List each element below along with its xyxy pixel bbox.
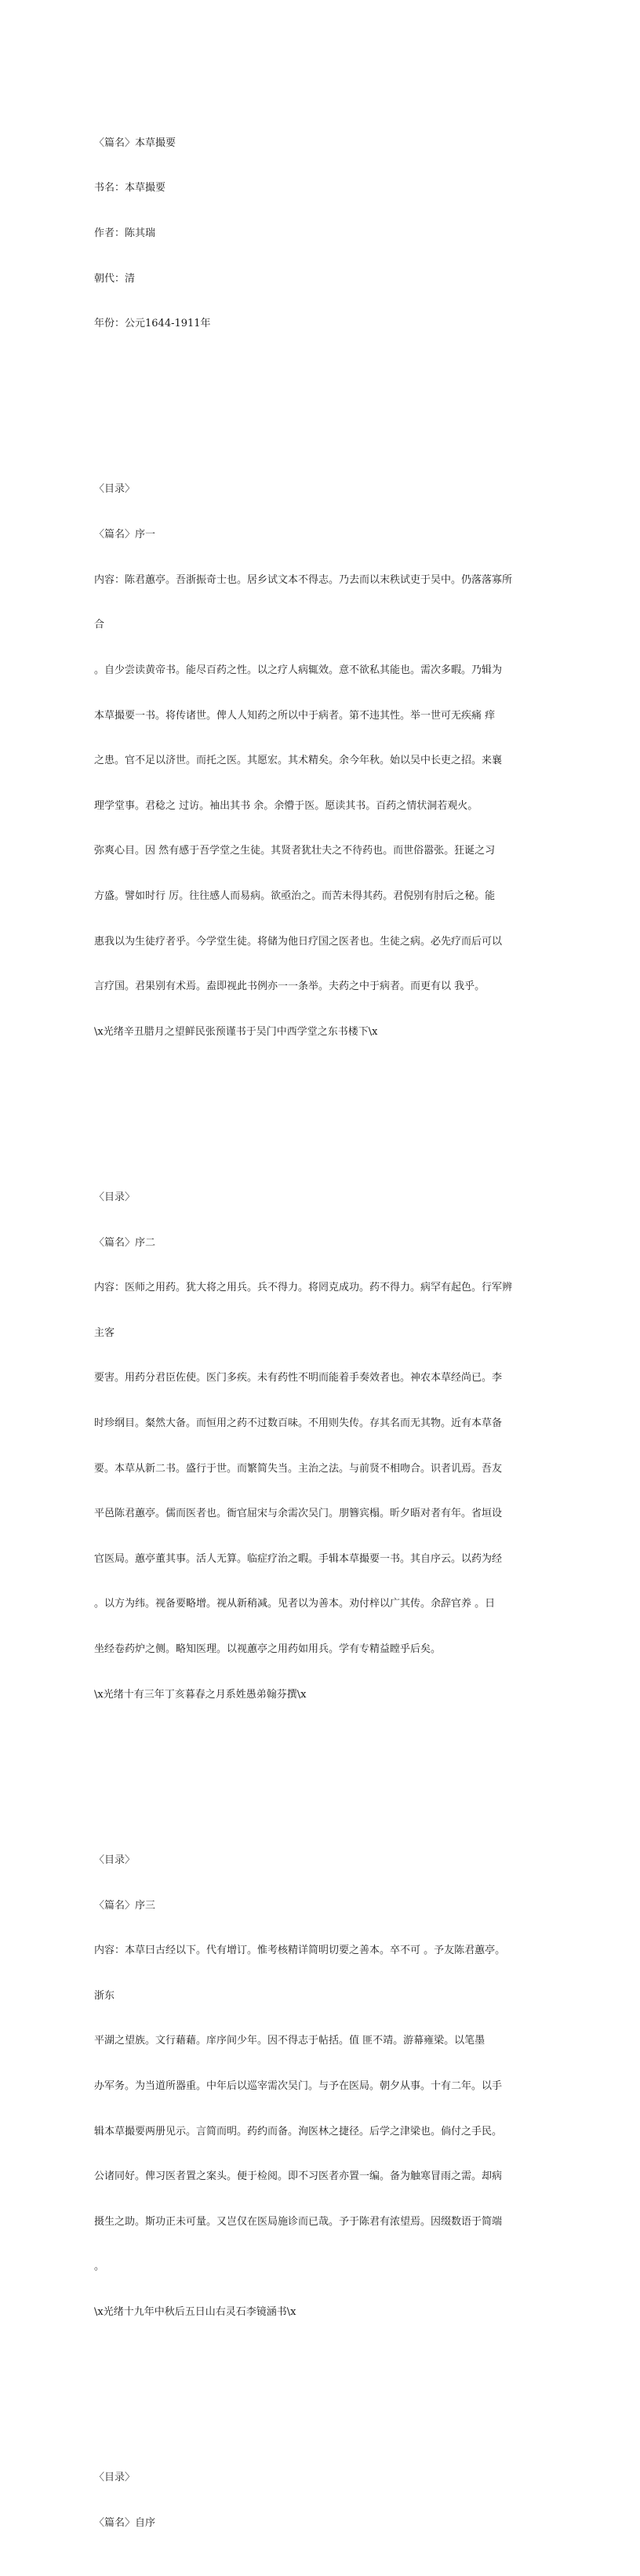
text-line: 理学堂事。君稔之 过访。袖出其书 余。余懵于医。愿读其书。百药之情状洞若观火。	[94, 799, 478, 812]
text-line: 主客	[94, 1326, 115, 1339]
text-line: 办军务。为当道所器重。中年后以巡宰需次吴门。与予在医局。朝夕从事。十有二年。以手	[94, 2079, 503, 2092]
text-line: 〈目录〉	[94, 1854, 136, 1866]
section-preface-1	[94, 452, 541, 1069]
text-line: 年份：公元1644-1911年	[94, 318, 211, 330]
section-preface-2	[94, 1160, 541, 1733]
spacer	[94, 391, 541, 406]
text-line: 。以方为纬。视备要略增。视从新稍减。见者以为善本。劝付梓以广其传。余辞官养 。日	[94, 1598, 496, 1610]
text-line: \x光绪十有三年丁亥暮春之月系姓愚弟翰芬撰\x	[94, 1688, 307, 1701]
text-line: 弥爽心目。因 然有感于吾学堂之生徒。其贤者犹壮夫之不待药也。而世俗嚣张。狂诞之习	[94, 845, 496, 857]
text-line: 〈篇名〉序二	[94, 1236, 156, 1249]
text-line: 〈目录〉	[94, 1192, 136, 1203]
text-line: 摄生之助。斯功正未可量。又岂仅在医局施诊而已哉。予于陈君有浓望焉。因缀数语于简端	[94, 2215, 503, 2228]
text-line: 言疗国。君果别有术焉。盍即视此书例亦一一条举。夫药之中于病者。而更有以 我乎。	[94, 981, 485, 993]
spacer	[94, 2380, 541, 2395]
text-line: 官医局。蕙亭董其事。活人无算。临症疗治之暇。手辑本草撮要一书。其自序云。以药为经	[94, 1552, 503, 1565]
section-author-preface	[94, 2440, 541, 2561]
text-line: 辑本草撮要两册见示。言简而明。药约而备。洵医林之捷径。后学之津梁也。倘付之手民。	[94, 2125, 503, 2138]
text-line: 坐经卷药炉之侧。略知医理。以视蕙亭之用药如用兵。学有专精益瞠乎后矣。	[94, 1643, 442, 1656]
text-line: 内容：陈君蕙亭。吾浙振奇士也。居乡试文本不得志。乃去而以末秩试吏于吴中。仍落落寡所	[94, 573, 513, 586]
text-line: 方盛。譬如时行 厉。往往感人而易病。欲亟治之。而苦未得其药。君倪别有肘后之秘。能	[94, 890, 496, 902]
text-line: 。自少尝读黄帝书。能尽百药之性。以之疗人病辄效。意不欲私其能也。需次多暇。乃辑为	[94, 664, 503, 676]
text-line: 书名：本草撮要	[94, 182, 166, 195]
spacer	[94, 1100, 541, 1115]
text-line: 〈篇名〉序三	[94, 1899, 156, 1912]
text-line: 。	[94, 2261, 105, 2273]
section-preface-3	[94, 1823, 541, 2350]
text-line: 本草撮要一书。将传诸世。俾人人知药之所以中于病者。第不违其性。举一世可无疾痛 痒	[94, 709, 496, 722]
text-line: \x光绪辛丑腊月之望鲜民张预谨书于吴门中西学堂之东书楼下\x	[94, 1025, 378, 1038]
text-line: 浙东	[94, 1989, 115, 2002]
text-line: 要。本草从新二书。盛行于世。而繁简失当。主治之法。与前贤不相吻合。识者讥焉。吾友	[94, 1462, 503, 1475]
spacer	[94, 1763, 541, 1777]
text-line: 之患。官不足以济世。而托之医。其愿宏。其术精矣。余今年秋。始以吴中长吏之招。来襄	[94, 755, 503, 767]
text-line: 公诸同好。俾习医者置之案头。便于检阅。即不习医者亦置一编。备为触寒冒雨之需。却病	[94, 2170, 503, 2183]
text-line: 平邑陈君蕙亭。儒而医者也。衙官屈宋与余需次吴门。朋簪宾榻。昕夕晤对者有年。省垣设	[94, 1508, 503, 1520]
text-line: 要害。用药分君臣佐使。医门多疾。未有药性不明而能着手奏效者也。神农本草经尚已。李	[94, 1372, 503, 1384]
text-line: 〈篇名〉序一	[94, 529, 156, 541]
header-block	[94, 105, 541, 361]
document-page	[94, 75, 541, 2576]
text-line: 惠我以为生徒疗者乎。今学堂生徒。将储为他日疗国之医者也。生徒之病。必先疗而后可以	[94, 935, 503, 948]
text-line: 内容：本草曰古经以下。代有增订。惟考核精详简明切要之善本。卒不可 。予友陈君蕙亭。	[94, 1945, 506, 1957]
text-line: 作者：陈其瑞	[94, 227, 156, 240]
text-line: 内容：医师之用药。犹大将之用兵。兵不得力。将罔克成功。药不得力。病罕有起色。行军辨	[94, 1282, 513, 1294]
text-line: 时珍纲目。粲然大备。而恒用之药不过数百味。不用则失传。存其名而无其物。近有本草备	[94, 1417, 503, 1430]
text-line: 朝代：清	[94, 272, 136, 285]
text-line: 〈目录〉	[94, 2472, 136, 2484]
text-line: 〈篇名〉本草撮要	[94, 136, 176, 149]
text-line: 合	[94, 619, 105, 631]
text-line: 〈目录〉	[94, 483, 136, 496]
text-line: 〈篇名〉自序	[94, 2516, 156, 2529]
text-line: \x光绪十九年中秋后五日山右灵石李镜涵书\x	[94, 2306, 296, 2319]
text-line: 平湖之望族。文行藉藉。庠序间少年。因不得志于帖括。值 匪不靖。游幕雍梁。以笔墨	[94, 2035, 485, 2047]
